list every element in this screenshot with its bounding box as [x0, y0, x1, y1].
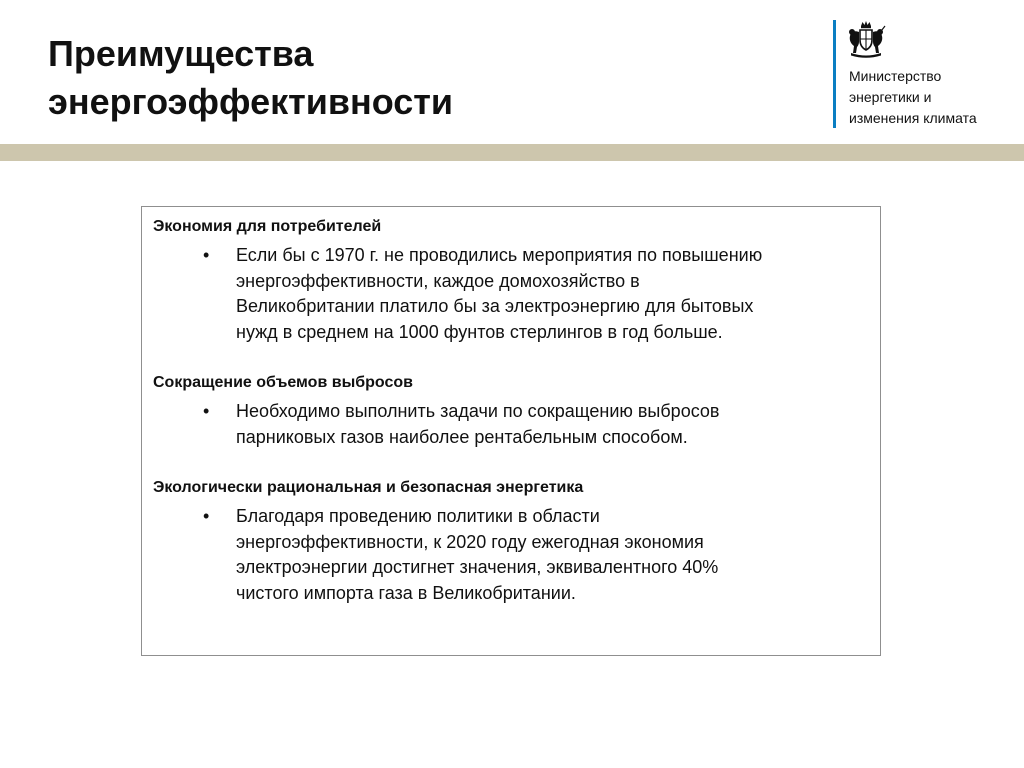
bullet-icon: • [203, 506, 210, 526]
bullet-text-line: нужд в среднем на 1000 фунтов стерлингов в год больше. [236, 321, 723, 342]
title-divider-band [0, 144, 1024, 161]
ministry-name-line: энергетики и [849, 89, 932, 105]
slide-title-line: энергоэффективности [48, 81, 454, 122]
bullet-text-line: парниковых газов наиболее рентабельным способом. [236, 426, 688, 447]
bullet-list [153, 399, 870, 450]
slide-title-line: Преимущества [48, 33, 314, 74]
ministry-name-line: изменения климата [849, 110, 977, 126]
section-heading: Экологически рациональная и безопасная энергетика [153, 479, 584, 496]
ministry-logo-block [833, 20, 1024, 128]
section-emissions-reduction [153, 371, 870, 450]
bullet-text-line: Великобритании платило бы за электроэнергию для бытовых [236, 296, 754, 316]
ministry-name [849, 66, 1019, 129]
bullet-list [153, 243, 870, 345]
benefits-panel [141, 206, 881, 656]
bullet-text-line: Благодаря проведению политики в области [236, 506, 600, 526]
section-heading: Экономия для потребителей [153, 218, 382, 235]
bullet-text-line: энергоэффективности, каждое домохозяйство в [236, 270, 640, 291]
slide-title [48, 30, 453, 126]
list-item [153, 399, 870, 450]
bullet-icon: • [203, 245, 210, 265]
bullet-text-line: Необходимо выполнить задачи по сокращению выбросов [236, 401, 720, 421]
bullet-list [153, 504, 870, 606]
ministry-accent-rule [833, 20, 836, 128]
bullet-text-line: электроэнергии достигнет значения, эквивалентного 40% [236, 557, 719, 577]
list-item [153, 243, 870, 345]
section-sustainable-energy [153, 476, 870, 606]
section-heading: Сокращение объемов выбросов [153, 374, 413, 391]
list-item [153, 504, 870, 606]
bullet-icon: • [203, 401, 210, 421]
bullet-text-line: чистого импорта газа в Великобритании. [236, 582, 576, 603]
section-consumer-savings [153, 215, 870, 345]
bullet-text-line: энергоэффективности, к 2020 году ежегодная экономия [236, 531, 704, 552]
bullet-text-line: Если бы с 1970 г. не проводились мероприятия по повышению [236, 245, 763, 265]
ministry-name-line: Министерство [849, 68, 942, 84]
royal-coat-of-arms-icon [843, 20, 889, 58]
